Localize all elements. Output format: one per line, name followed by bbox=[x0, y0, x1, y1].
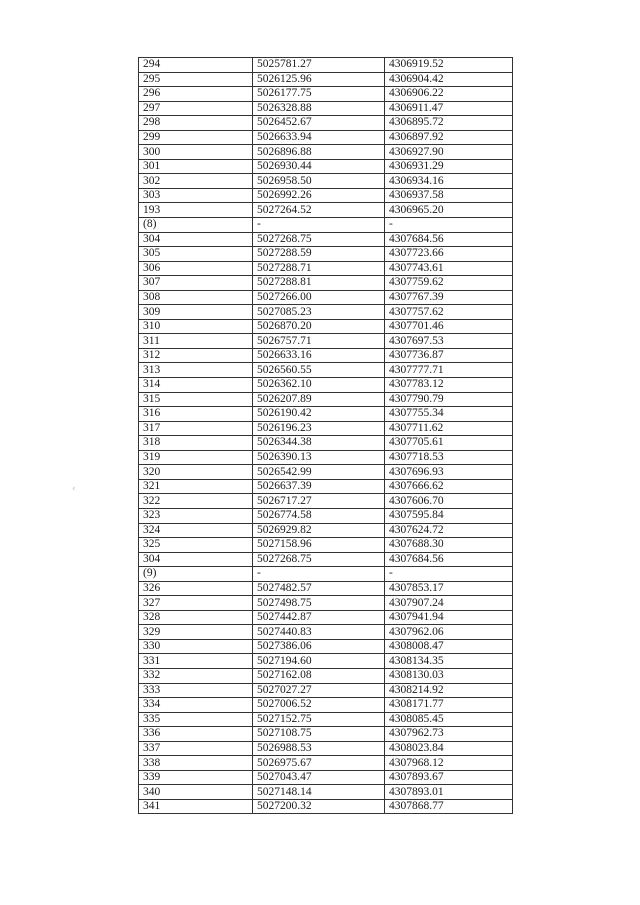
point-number-cell: (8) bbox=[139, 218, 253, 233]
y-coordinate-cell: 4306937.58 bbox=[385, 188, 513, 203]
point-number-cell: 337 bbox=[139, 741, 253, 756]
y-coordinate-cell: 4306965.20 bbox=[385, 203, 513, 218]
x-coordinate-cell: 5027288.59 bbox=[253, 247, 385, 262]
point-number-cell: 300 bbox=[139, 145, 253, 160]
table-row bbox=[139, 363, 513, 378]
table-row bbox=[139, 421, 513, 436]
y-coordinate-cell: 4307790.79 bbox=[385, 392, 513, 407]
point-number-cell: 319 bbox=[139, 450, 253, 465]
point-number-cell: 324 bbox=[139, 523, 253, 538]
y-coordinate-cell: 4307941.94 bbox=[385, 610, 513, 625]
x-coordinate-cell: 5026757.71 bbox=[253, 334, 385, 349]
table-row bbox=[139, 596, 513, 611]
point-number-cell: 334 bbox=[139, 698, 253, 713]
table-row bbox=[139, 610, 513, 625]
y-coordinate-cell: 4308171.77 bbox=[385, 698, 513, 713]
point-number-cell: 328 bbox=[139, 610, 253, 625]
table-row bbox=[139, 698, 513, 713]
table-row bbox=[139, 130, 513, 145]
point-number-cell: 295 bbox=[139, 72, 253, 87]
table-row bbox=[139, 683, 513, 698]
x-coordinate-cell: 5027152.75 bbox=[253, 712, 385, 727]
x-coordinate-cell: 5027194.60 bbox=[253, 654, 385, 669]
table-row bbox=[139, 305, 513, 320]
y-coordinate-cell: 4307696.93 bbox=[385, 465, 513, 480]
x-coordinate-cell: 5026560.55 bbox=[253, 363, 385, 378]
y-coordinate-cell: 4306895.72 bbox=[385, 116, 513, 131]
y-coordinate-cell: 4307718.53 bbox=[385, 450, 513, 465]
y-coordinate-cell: 4306906.22 bbox=[385, 87, 513, 102]
x-coordinate-cell: 5026633.94 bbox=[253, 130, 385, 145]
table-row bbox=[139, 581, 513, 596]
y-coordinate-cell: 4306927.90 bbox=[385, 145, 513, 160]
point-number-cell: 315 bbox=[139, 392, 253, 407]
y-coordinate-cell: 4308134.35 bbox=[385, 654, 513, 669]
table-row bbox=[139, 72, 513, 87]
y-coordinate-cell: 4308023.84 bbox=[385, 741, 513, 756]
point-number-cell: 340 bbox=[139, 785, 253, 800]
point-number-cell: 335 bbox=[139, 712, 253, 727]
y-coordinate-cell: 4307755.34 bbox=[385, 407, 513, 422]
point-number-cell: 301 bbox=[139, 159, 253, 174]
x-coordinate-cell: 5027006.52 bbox=[253, 698, 385, 713]
y-coordinate-cell: 4307767.39 bbox=[385, 290, 513, 305]
point-number-cell: (9) bbox=[139, 567, 253, 582]
x-coordinate-cell: 5026207.89 bbox=[253, 392, 385, 407]
point-number-cell: 294 bbox=[139, 58, 253, 73]
x-coordinate-cell: 5026177.75 bbox=[253, 87, 385, 102]
x-coordinate-cell: 5026717.27 bbox=[253, 494, 385, 509]
x-coordinate-cell: 5026633.16 bbox=[253, 348, 385, 363]
table-row bbox=[139, 785, 513, 800]
point-number-cell: 311 bbox=[139, 334, 253, 349]
x-coordinate-cell: 5027268.75 bbox=[253, 232, 385, 247]
table-row bbox=[139, 174, 513, 189]
y-coordinate-cell: 4306931.29 bbox=[385, 159, 513, 174]
y-coordinate-cell: 4307968.12 bbox=[385, 756, 513, 771]
point-number-cell: 327 bbox=[139, 596, 253, 611]
y-coordinate-cell: - bbox=[385, 567, 513, 582]
table-row bbox=[139, 727, 513, 742]
y-coordinate-cell: 4307962.06 bbox=[385, 625, 513, 640]
point-number-cell: 296 bbox=[139, 87, 253, 102]
x-coordinate-cell: 5026196.23 bbox=[253, 421, 385, 436]
table-row bbox=[139, 523, 513, 538]
table-row bbox=[139, 538, 513, 553]
x-coordinate-cell: 5026328.88 bbox=[253, 101, 385, 116]
point-number-cell: 310 bbox=[139, 319, 253, 334]
table-row bbox=[139, 436, 513, 451]
y-coordinate-cell: 4307893.01 bbox=[385, 785, 513, 800]
point-number-cell: 322 bbox=[139, 494, 253, 509]
table-row bbox=[139, 450, 513, 465]
y-coordinate-cell: 4307684.56 bbox=[385, 552, 513, 567]
point-number-cell: 302 bbox=[139, 174, 253, 189]
x-coordinate-cell: 5026362.10 bbox=[253, 378, 385, 393]
table-row bbox=[139, 247, 513, 262]
x-coordinate-cell: - bbox=[253, 218, 385, 233]
point-number-cell: 304 bbox=[139, 552, 253, 567]
point-number-cell: 299 bbox=[139, 130, 253, 145]
table-row bbox=[139, 756, 513, 771]
table-row bbox=[139, 494, 513, 509]
point-number-cell: 303 bbox=[139, 188, 253, 203]
y-coordinate-cell: 4306904.42 bbox=[385, 72, 513, 87]
y-coordinate-cell: 4307907.24 bbox=[385, 596, 513, 611]
point-number-cell: 305 bbox=[139, 247, 253, 262]
point-number-cell: 329 bbox=[139, 625, 253, 640]
x-coordinate-cell: 5026975.67 bbox=[253, 756, 385, 771]
y-coordinate-cell: - bbox=[385, 218, 513, 233]
x-coordinate-cell: 5027266.00 bbox=[253, 290, 385, 305]
point-number-cell: 332 bbox=[139, 668, 253, 683]
table-row bbox=[139, 625, 513, 640]
point-number-cell: 326 bbox=[139, 581, 253, 596]
y-coordinate-cell: 4307783.12 bbox=[385, 378, 513, 393]
x-coordinate-cell: 5027162.08 bbox=[253, 668, 385, 683]
point-number-cell: 312 bbox=[139, 348, 253, 363]
x-coordinate-cell: 5027027.27 bbox=[253, 683, 385, 698]
point-number-cell: 316 bbox=[139, 407, 253, 422]
coordinates-table bbox=[138, 57, 513, 814]
scan-mark: ‹ bbox=[72, 484, 76, 494]
point-number-cell: 318 bbox=[139, 436, 253, 451]
x-coordinate-cell: 5026542.99 bbox=[253, 465, 385, 480]
y-coordinate-cell: 4307736.87 bbox=[385, 348, 513, 363]
y-coordinate-cell: 4306934.16 bbox=[385, 174, 513, 189]
table-row bbox=[139, 319, 513, 334]
table-row bbox=[139, 654, 513, 669]
point-number-cell: 193 bbox=[139, 203, 253, 218]
x-coordinate-cell: 5027386.06 bbox=[253, 639, 385, 654]
table-row bbox=[139, 668, 513, 683]
x-coordinate-cell: 5026896.88 bbox=[253, 145, 385, 160]
y-coordinate-cell: 4308085.45 bbox=[385, 712, 513, 727]
point-number-cell: 309 bbox=[139, 305, 253, 320]
y-coordinate-cell: 4307757.62 bbox=[385, 305, 513, 320]
x-coordinate-cell: 5027200.32 bbox=[253, 799, 385, 814]
y-coordinate-cell: 4307743.61 bbox=[385, 261, 513, 276]
y-coordinate-cell: 4307868.77 bbox=[385, 799, 513, 814]
x-coordinate-cell: 5027442.87 bbox=[253, 610, 385, 625]
table-row bbox=[139, 276, 513, 291]
y-coordinate-cell: 4307893.67 bbox=[385, 770, 513, 785]
y-coordinate-cell: 4307624.72 bbox=[385, 523, 513, 538]
x-coordinate-cell: 5026774.58 bbox=[253, 508, 385, 523]
x-coordinate-cell: 5026637.39 bbox=[253, 479, 385, 494]
x-coordinate-cell: 5027148.14 bbox=[253, 785, 385, 800]
point-number-cell: 317 bbox=[139, 421, 253, 436]
point-number-cell: 308 bbox=[139, 290, 253, 305]
y-coordinate-cell: 4307759.62 bbox=[385, 276, 513, 291]
x-coordinate-cell: 5026992.26 bbox=[253, 188, 385, 203]
point-number-cell: 320 bbox=[139, 465, 253, 480]
table-row bbox=[139, 87, 513, 102]
x-coordinate-cell: 5027268.75 bbox=[253, 552, 385, 567]
table-row bbox=[139, 479, 513, 494]
table-row bbox=[139, 261, 513, 276]
point-number-cell: 307 bbox=[139, 276, 253, 291]
point-number-cell: 323 bbox=[139, 508, 253, 523]
x-coordinate-cell: 5025781.27 bbox=[253, 58, 385, 73]
point-number-cell: 341 bbox=[139, 799, 253, 814]
x-coordinate-cell: 5027108.75 bbox=[253, 727, 385, 742]
y-coordinate-cell: 4308008.47 bbox=[385, 639, 513, 654]
point-number-cell: 338 bbox=[139, 756, 253, 771]
x-coordinate-cell: 5027043.47 bbox=[253, 770, 385, 785]
table-row bbox=[139, 508, 513, 523]
table-row bbox=[139, 101, 513, 116]
table-row bbox=[139, 741, 513, 756]
table-row bbox=[139, 188, 513, 203]
y-coordinate-cell: 4307697.53 bbox=[385, 334, 513, 349]
y-coordinate-cell: 4307777.71 bbox=[385, 363, 513, 378]
y-coordinate-cell: 4306911.47 bbox=[385, 101, 513, 116]
x-coordinate-cell: - bbox=[253, 567, 385, 582]
table-row bbox=[139, 334, 513, 349]
point-number-cell: 298 bbox=[139, 116, 253, 131]
y-coordinate-cell: 4308214.92 bbox=[385, 683, 513, 698]
y-coordinate-cell: 4307853.17 bbox=[385, 581, 513, 596]
y-coordinate-cell: 4307606.70 bbox=[385, 494, 513, 509]
x-coordinate-cell: 5026870.20 bbox=[253, 319, 385, 334]
point-number-cell: 325 bbox=[139, 538, 253, 553]
y-coordinate-cell: 4308130.03 bbox=[385, 668, 513, 683]
x-coordinate-cell: 5026930.44 bbox=[253, 159, 385, 174]
x-coordinate-cell: 5027158.96 bbox=[253, 538, 385, 553]
table-row bbox=[139, 799, 513, 814]
x-coordinate-cell: 5026929.82 bbox=[253, 523, 385, 538]
point-number-cell: 333 bbox=[139, 683, 253, 698]
x-coordinate-cell: 5026958.50 bbox=[253, 174, 385, 189]
y-coordinate-cell: 4307684.56 bbox=[385, 232, 513, 247]
x-coordinate-cell: 5027085.23 bbox=[253, 305, 385, 320]
x-coordinate-cell: 5026190.42 bbox=[253, 407, 385, 422]
y-coordinate-cell: 4307705.61 bbox=[385, 436, 513, 451]
table-row bbox=[139, 203, 513, 218]
table-row bbox=[139, 145, 513, 160]
point-number-cell: 306 bbox=[139, 261, 253, 276]
point-number-cell: 304 bbox=[139, 232, 253, 247]
x-coordinate-cell: 5027440.83 bbox=[253, 625, 385, 640]
table-row bbox=[139, 552, 513, 567]
y-coordinate-cell: 4307711.62 bbox=[385, 421, 513, 436]
y-coordinate-cell: 4307666.62 bbox=[385, 479, 513, 494]
table-row bbox=[139, 58, 513, 73]
y-coordinate-cell: 4307962.73 bbox=[385, 727, 513, 742]
y-coordinate-cell: 4306919.52 bbox=[385, 58, 513, 73]
x-coordinate-cell: 5026344.38 bbox=[253, 436, 385, 451]
table-row bbox=[139, 290, 513, 305]
y-coordinate-cell: 4307723.66 bbox=[385, 247, 513, 262]
table-row bbox=[139, 378, 513, 393]
point-number-cell: 297 bbox=[139, 101, 253, 116]
table-row bbox=[139, 392, 513, 407]
point-number-cell: 321 bbox=[139, 479, 253, 494]
table-row bbox=[139, 348, 513, 363]
y-coordinate-cell: 4307701.46 bbox=[385, 319, 513, 334]
x-coordinate-cell: 5027288.81 bbox=[253, 276, 385, 291]
x-coordinate-cell: 5026988.53 bbox=[253, 741, 385, 756]
x-coordinate-cell: 5026125.96 bbox=[253, 72, 385, 87]
x-coordinate-cell: 5026390.13 bbox=[253, 450, 385, 465]
point-number-cell: 330 bbox=[139, 639, 253, 654]
table-body bbox=[139, 58, 513, 814]
table-row bbox=[139, 465, 513, 480]
table-row bbox=[139, 116, 513, 131]
x-coordinate-cell: 5027482.57 bbox=[253, 581, 385, 596]
table-row bbox=[139, 407, 513, 422]
point-number-cell: 331 bbox=[139, 654, 253, 669]
table-row bbox=[139, 232, 513, 247]
y-coordinate-cell: 4306897.92 bbox=[385, 130, 513, 145]
table-row bbox=[139, 770, 513, 785]
point-number-cell: 314 bbox=[139, 378, 253, 393]
x-coordinate-cell: 5027498.75 bbox=[253, 596, 385, 611]
x-coordinate-cell: 5027264.52 bbox=[253, 203, 385, 218]
table-row bbox=[139, 159, 513, 174]
x-coordinate-cell: 5026452.67 bbox=[253, 116, 385, 131]
table-row bbox=[139, 218, 513, 233]
y-coordinate-cell: 4307595.84 bbox=[385, 508, 513, 523]
table-row bbox=[139, 567, 513, 582]
x-coordinate-cell: 5027288.71 bbox=[253, 261, 385, 276]
table-row bbox=[139, 712, 513, 727]
point-number-cell: 313 bbox=[139, 363, 253, 378]
point-number-cell: 336 bbox=[139, 727, 253, 742]
table-row bbox=[139, 639, 513, 654]
y-coordinate-cell: 4307688.30 bbox=[385, 538, 513, 553]
point-number-cell: 339 bbox=[139, 770, 253, 785]
